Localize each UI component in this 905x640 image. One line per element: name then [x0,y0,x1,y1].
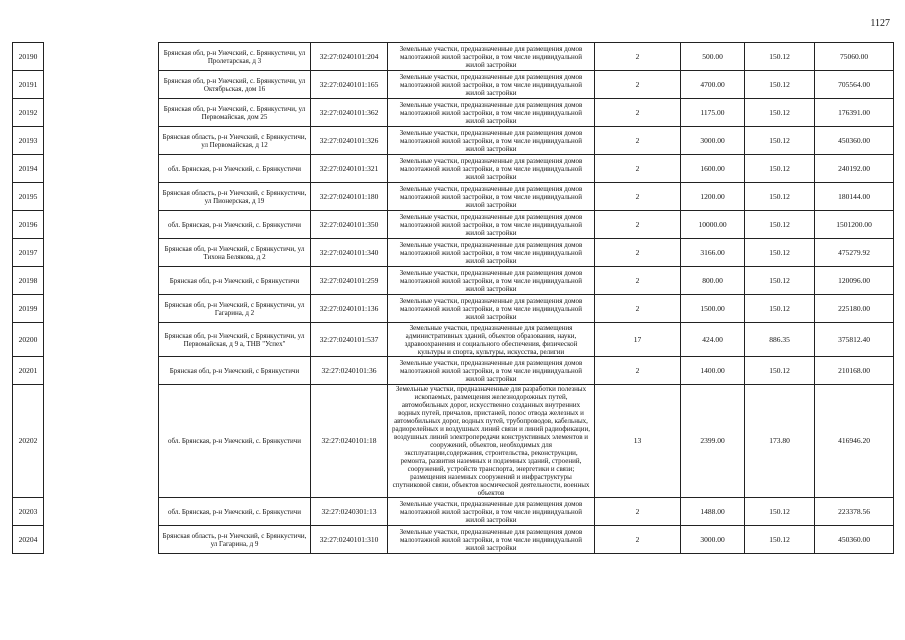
cadastral-value-cell: 120096.00 [815,267,894,295]
cadastral-value-table [12,42,894,554]
land-use-cell: Земельные участки, предназначенные для размещения домов малоэтажной жилой застройки, в том числе индивидуальной жилой застройки [388,43,595,71]
blank-cell [44,127,159,155]
area-cell: 4700.00 [681,71,745,99]
blank-cell [44,211,159,239]
area-cell: 1175.00 [681,99,745,127]
group-cell: 13 [595,385,681,498]
cadastral-number-cell: 32:27:0240101:362 [311,99,388,127]
cadastral-number-cell: 32:27:0240101:321 [311,155,388,183]
land-use-cell: Земельные участки, предназначенные для разработки полезных ископаемых, размещения железнодорожных путей, автомобильных дорог, искусственно созданных внутренних водных путей, причалов, пристаней, полос отвода железных и автомобильных дорог, водных путей, трубопроводов, кабельных, радиорелейных и воздушных линий связи и линий радиофикации, воздушных линий электропередачи конструктивных элементов и сооружений, объектов, необходимых для эксплуатации,содержания, строительства, реконструкции, ремонта, развития наземных и подземных зданий, строений, сооружений, устройств транспорта, энергетики и связи; размещения наземных сооружений и инфраструктуры спутниковой связи, объектов космической деятельности, военных объектов [388,385,595,498]
cadastral-value-cell: 705564.00 [815,71,894,99]
blank-cell [44,71,159,99]
cadastral-number-cell: 32:27:0240101:136 [311,295,388,323]
table-row [13,239,894,267]
land-use-cell: Земельные участки, предназначенные для размещения домов малоэтажной жилой застройки, в том числе индивидуальной жилой застройки [388,239,595,267]
cadastral-number-cell: 32:27:0240101:165 [311,71,388,99]
area-cell: 1500.00 [681,295,745,323]
address-cell: обл. Брянская, р-н Унечский, с. Брянкустичи [159,211,311,239]
cadastral-number-cell: 32:27:0240101:259 [311,267,388,295]
blank-cell [44,99,159,127]
row-id: 20204 [13,526,44,554]
land-use-cell: Земельные участки, предназначенные для размещения домов малоэтажной жилой застройки, в том числе индивидуальной жилой застройки [388,526,595,554]
group-cell: 2 [595,71,681,99]
area-cell: 1200.00 [681,183,745,211]
cadastral-value-cell: 375812.40 [815,323,894,357]
cadastral-number-cell: 32:27:0240101:537 [311,323,388,357]
cadastral-value-cell: 1501200.00 [815,211,894,239]
row-id: 20194 [13,155,44,183]
specific-value-cell: 150.12 [745,498,815,526]
area-cell: 424.00 [681,323,745,357]
address-cell: Брянская обл, р-н Унечский, с Брянкустичи [159,267,311,295]
specific-value-cell: 150.12 [745,99,815,127]
blank-cell [44,385,159,498]
specific-value-cell: 150.12 [745,183,815,211]
specific-value-cell: 150.12 [745,155,815,183]
cadastral-number-cell: 32:27:0240101:310 [311,526,388,554]
land-use-cell: Земельные участки, предназначенные для размещения домов малоэтажной жилой застройки, в том числе индивидуальной жилой застройки [388,498,595,526]
row-id: 20195 [13,183,44,211]
group-cell: 2 [595,43,681,71]
page-number: 1127 [870,18,890,29]
row-id: 20202 [13,385,44,498]
table-row [13,127,894,155]
row-id: 20200 [13,323,44,357]
cadastral-value-cell: 240192.00 [815,155,894,183]
specific-value-cell: 150.12 [745,211,815,239]
specific-value-cell: 150.12 [745,43,815,71]
group-cell: 2 [595,127,681,155]
cadastral-value-cell: 210168.00 [815,357,894,385]
land-use-cell: Земельные участки, предназначенные для размещения административных зданий, объектов образования, науки, здравоохранения и социального обеспечения, физической культуры и спорта, культуры, искусства, религии [388,323,595,357]
address-cell: Брянская обл, р-н Унечский, с. Брянкустичи, ул Октябрьская, дом 16 [159,71,311,99]
specific-value-cell: 150.12 [745,239,815,267]
specific-value-cell: 886.35 [745,323,815,357]
group-cell: 2 [595,99,681,127]
land-use-cell: Земельные участки, предназначенные для размещения домов малоэтажной жилой застройки, в том числе индивидуальной жилой застройки [388,183,595,211]
cadastral-value-cell: 75060.00 [815,43,894,71]
land-use-cell: Земельные участки, предназначенные для размещения домов малоэтажной жилой застройки, в том числе индивидуальной жилой застройки [388,357,595,385]
blank-cell [44,323,159,357]
address-cell: Брянская обл, р-н Унечский, с. Брянкустичи, ул Пролетарская, д 3 [159,43,311,71]
area-cell: 10000.00 [681,211,745,239]
table-row [13,323,894,357]
specific-value-cell: 150.12 [745,267,815,295]
row-id: 20203 [13,498,44,526]
table-row [13,267,894,295]
group-cell: 2 [595,155,681,183]
specific-value-cell: 173.80 [745,385,815,498]
cadastral-number-cell: 32:27:0240301:13 [311,498,388,526]
cadastral-number-cell: 32:27:0240101:350 [311,211,388,239]
address-cell: Брянская область, р-н Унечский, с Брянкустичи, ул Пионерская, д 19 [159,183,311,211]
address-cell: Брянская обл, р-н Унечский, с Брянкустичи, ул Первомайская, д 9 а, ТНВ "Успех" [159,323,311,357]
area-cell: 3166.00 [681,239,745,267]
address-cell: обл. Брянская, р-н Унечский, с. Брянкустичи [159,385,311,498]
specific-value-cell: 150.12 [745,127,815,155]
group-cell: 2 [595,211,681,239]
cadastral-number-cell: 32:27:0240101:340 [311,239,388,267]
specific-value-cell: 150.12 [745,526,815,554]
specific-value-cell: 150.12 [745,357,815,385]
row-id: 20197 [13,239,44,267]
row-id: 20196 [13,211,44,239]
address-cell: Брянская обл, р-н Унечский, с Брянкустичи, ул Тихона Белякова, д 2 [159,239,311,267]
table-row [13,43,894,71]
area-cell: 3000.00 [681,526,745,554]
cadastral-value-cell: 475279.92 [815,239,894,267]
address-cell: обл. Брянская, р-н Унечский, с. Брянкустичи [159,155,311,183]
land-use-cell: Земельные участки, предназначенные для размещения домов малоэтажной жилой застройки, в том числе индивидуальной жилой застройки [388,71,595,99]
cadastral-number-cell: 32:27:0240101:36 [311,357,388,385]
cadastral-value-cell: 176391.00 [815,99,894,127]
land-use-cell: Земельные участки, предназначенные для размещения домов малоэтажной жилой застройки, в том числе индивидуальной жилой застройки [388,267,595,295]
cadastral-value-cell: 416946.20 [815,385,894,498]
area-cell: 1400.00 [681,357,745,385]
table-row [13,385,894,498]
address-cell: Брянская обл, р-н Унечский, с. Брянкустичи, ул Первомайская, дом 25 [159,99,311,127]
table-row [13,357,894,385]
land-use-cell: Земельные участки, предназначенные для размещения домов малоэтажной жилой застройки, в том числе индивидуальной жилой застройки [388,295,595,323]
land-use-cell: Земельные участки, предназначенные для размещения домов малоэтажной жилой застройки, в том числе индивидуальной жилой застройки [388,99,595,127]
group-cell: 2 [595,267,681,295]
cadastral-number-cell: 32:27:0240101:180 [311,183,388,211]
table-row [13,211,894,239]
group-cell: 2 [595,295,681,323]
land-use-cell: Земельные участки, предназначенные для размещения домов малоэтажной жилой застройки, в том числе индивидуальной жилой застройки [388,211,595,239]
blank-cell [44,526,159,554]
row-id: 20191 [13,71,44,99]
row-id: 20198 [13,267,44,295]
area-cell: 3000.00 [681,127,745,155]
blank-cell [44,43,159,71]
row-id: 20199 [13,295,44,323]
table-row [13,295,894,323]
cadastral-value-cell: 180144.00 [815,183,894,211]
blank-cell [44,183,159,211]
group-cell: 2 [595,183,681,211]
cadastral-number-cell: 32:27:0240101:326 [311,127,388,155]
area-cell: 500.00 [681,43,745,71]
row-id: 20193 [13,127,44,155]
blank-cell [44,498,159,526]
address-cell: Брянская область, р-н Унечский, с Брянкустичи, ул Первомайская, д 12 [159,127,311,155]
area-cell: 2399.00 [681,385,745,498]
blank-cell [44,267,159,295]
area-cell: 1488.00 [681,498,745,526]
cadastral-value-cell: 450360.00 [815,526,894,554]
group-cell: 2 [595,239,681,267]
group-cell: 17 [595,323,681,357]
row-id: 20201 [13,357,44,385]
cadastral-value-cell: 450360.00 [815,127,894,155]
address-cell: Брянская обл, р-н Унечский, с Брянкустичи [159,357,311,385]
specific-value-cell: 150.12 [745,71,815,99]
table-row [13,99,894,127]
group-cell: 2 [595,357,681,385]
row-id: 20192 [13,99,44,127]
cadastral-value-cell: 223378.56 [815,498,894,526]
specific-value-cell: 150.12 [745,295,815,323]
land-use-cell: Земельные участки, предназначенные для размещения домов малоэтажной жилой застройки, в том числе индивидуальной жилой застройки [388,155,595,183]
blank-cell [44,239,159,267]
table-row [13,183,894,211]
blank-cell [44,357,159,385]
group-cell: 2 [595,498,681,526]
cadastral-number-cell: 32:27:0240101:18 [311,385,388,498]
table-row [13,155,894,183]
table-row [13,498,894,526]
blank-cell [44,155,159,183]
land-use-cell: Земельные участки, предназначенные для размещения домов малоэтажной жилой застройки, в том числе индивидуальной жилой застройки [388,127,595,155]
cadastral-value-cell: 225180.00 [815,295,894,323]
cadastral-number-cell: 32:27:0240101:204 [311,43,388,71]
area-cell: 1600.00 [681,155,745,183]
address-cell: Брянская обл, р-н Унечский, с Брянкустичи, ул Гагарина, д 2 [159,295,311,323]
table-row [13,71,894,99]
row-id: 20190 [13,43,44,71]
address-cell: обл. Брянская, р-н Унечский, с. Брянкустичи [159,498,311,526]
area-cell: 800.00 [681,267,745,295]
table-row [13,526,894,554]
address-cell: Брянская область, р-н Унечский, с Брянкустичи, ул Гагарина, д 9 [159,526,311,554]
blank-cell [44,295,159,323]
group-cell: 2 [595,526,681,554]
